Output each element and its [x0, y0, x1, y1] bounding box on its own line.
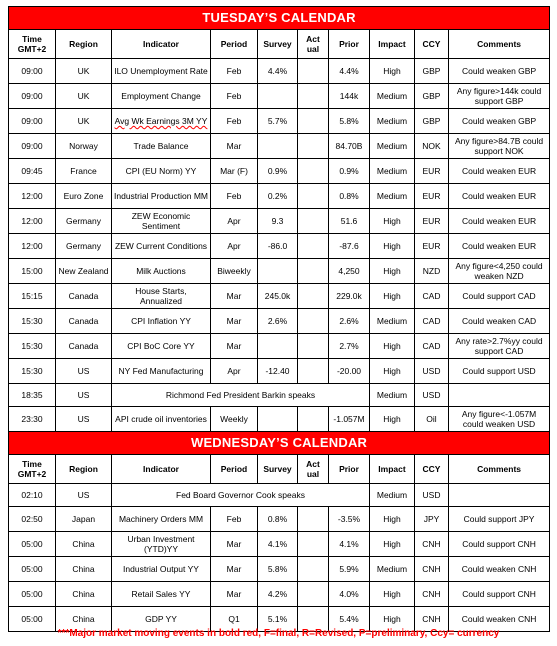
- cell-time: 05:00: [9, 532, 56, 557]
- header-row: [9, 30, 550, 59]
- cell-event: Fed Board Governor Cook speaks: [112, 484, 370, 507]
- cell-time: 15:30: [9, 334, 56, 359]
- table-row: [9, 284, 550, 309]
- cell-actual: [298, 109, 329, 134]
- cell-prior: -1.057M: [329, 407, 370, 432]
- cell-time: 09:00: [9, 109, 56, 134]
- cell-actual: [298, 284, 329, 309]
- cell-period: Feb: [211, 507, 258, 532]
- cell-time: 09:00: [9, 134, 56, 159]
- header-actual: Act ual: [298, 455, 329, 484]
- cell-impact: High: [370, 59, 415, 84]
- cell-period: Feb: [211, 59, 258, 84]
- cell-actual: [298, 134, 329, 159]
- cell-region: Germany: [56, 234, 112, 259]
- cell-region: Germany: [56, 209, 112, 234]
- header-impact: Impact: [370, 30, 415, 59]
- cell-ccy: CAD: [415, 334, 449, 359]
- cell-prior: -87.6: [329, 234, 370, 259]
- cell-actual: [298, 557, 329, 582]
- tuesday-banner: [9, 7, 550, 30]
- cell-comments: Any figure<4,250 could weaken NZD: [449, 259, 550, 284]
- cell-ccy: EUR: [415, 159, 449, 184]
- header-indicator: Indicator: [112, 455, 211, 484]
- cell-time: 09:45: [9, 159, 56, 184]
- cell-indicator: Milk Auctions: [112, 259, 211, 284]
- table-row: [9, 407, 550, 432]
- wednesday-section: [9, 432, 550, 632]
- cell-comments: Could weaken EUR: [449, 234, 550, 259]
- cell-time: 15:15: [9, 284, 56, 309]
- table-row: [9, 334, 550, 359]
- cell-actual: [298, 234, 329, 259]
- header-actual: Act ual: [298, 30, 329, 59]
- cell-indicator: Machinery Orders MM: [112, 507, 211, 532]
- cell-prior: 2.7%: [329, 334, 370, 359]
- cell-ccy: CAD: [415, 284, 449, 309]
- cell-indicator: Trade Balance: [112, 134, 211, 159]
- cell-survey: 4.4%: [258, 59, 298, 84]
- cell-actual: [298, 309, 329, 334]
- cell-indicator: API crude oil inventories: [112, 407, 211, 432]
- cell-prior: 5.4%: [329, 607, 370, 632]
- table-row: [9, 159, 550, 184]
- cell-actual: [298, 84, 329, 109]
- cell-survey: 5.8%: [258, 557, 298, 582]
- cell-impact: High: [370, 284, 415, 309]
- cell-survey: 2.6%: [258, 309, 298, 334]
- cell-comments: [449, 484, 550, 507]
- cell-period: Mar: [211, 134, 258, 159]
- cell-time: 18:35: [9, 384, 56, 407]
- cell-event: Richmond Fed President Barkin speaks: [112, 384, 370, 407]
- cell-indicator: ZEW Current Conditions: [112, 234, 211, 259]
- cell-comments: Could support JPY: [449, 507, 550, 532]
- cell-actual: [298, 407, 329, 432]
- cell-survey: [258, 84, 298, 109]
- cell-impact: Medium: [370, 309, 415, 334]
- header-indicator: Indicator: [112, 30, 211, 59]
- cell-prior: 0.8%: [329, 184, 370, 209]
- cell-indicator: ILO Unemployment Rate: [112, 59, 211, 84]
- cell-comments: [449, 384, 550, 407]
- cell-comments: Could support CNH: [449, 532, 550, 557]
- table-row: [9, 109, 550, 134]
- header-survey: Survey: [258, 30, 298, 59]
- cell-indicator: CPI Inflation YY: [112, 309, 211, 334]
- cell-comments: Could support CNH: [449, 582, 550, 607]
- cell-impact: Medium: [370, 159, 415, 184]
- cell-survey: -86.0: [258, 234, 298, 259]
- cell-impact: High: [370, 582, 415, 607]
- cell-impact: High: [370, 532, 415, 557]
- cell-impact: Medium: [370, 557, 415, 582]
- cell-impact: High: [370, 607, 415, 632]
- cell-period: Apr: [211, 234, 258, 259]
- cell-actual: [298, 159, 329, 184]
- cell-comments: Could weaken EUR: [449, 159, 550, 184]
- cell-time: 05:00: [9, 557, 56, 582]
- cell-comments: Any figure>84.7B could support NOK: [449, 134, 550, 159]
- cell-indicator: ZEW Economic Sentiment: [112, 209, 211, 234]
- header-prior: Prior: [329, 455, 370, 484]
- cell-prior: 4.4%: [329, 59, 370, 84]
- cell-survey: 5.7%: [258, 109, 298, 134]
- cell-period: Mar: [211, 557, 258, 582]
- cell-prior: 51.6: [329, 209, 370, 234]
- cell-time: 02:10: [9, 484, 56, 507]
- cell-ccy: GBP: [415, 84, 449, 109]
- cell-time: 12:00: [9, 234, 56, 259]
- cell-ccy: Oil: [415, 407, 449, 432]
- wednesday-title: WEDNESDAY’S CALENDAR: [9, 432, 550, 455]
- header-period: Period: [211, 455, 258, 484]
- cell-prior: 144k: [329, 84, 370, 109]
- cell-ccy: USD: [415, 484, 449, 507]
- cell-period: Mar: [211, 334, 258, 359]
- cell-prior: 4.0%: [329, 582, 370, 607]
- table-row: [9, 582, 550, 607]
- cell-indicator: Avg Wk Earnings 3M YY: [112, 109, 211, 134]
- cell-period: Weekly: [211, 407, 258, 432]
- cell-period: Feb: [211, 184, 258, 209]
- cell-impact: High: [370, 259, 415, 284]
- cell-indicator: Urban Investment (YTD)YY: [112, 532, 211, 557]
- cell-actual: [298, 334, 329, 359]
- cell-actual: [298, 507, 329, 532]
- cell-ccy: EUR: [415, 184, 449, 209]
- cell-prior: 84.70B: [329, 134, 370, 159]
- cell-time: 09:00: [9, 84, 56, 109]
- cell-impact: Medium: [370, 184, 415, 209]
- cell-period: Feb: [211, 109, 258, 134]
- cell-actual: [298, 59, 329, 84]
- cell-region: UK: [56, 59, 112, 84]
- cell-ccy: USD: [415, 384, 449, 407]
- header-time: Time GMT+2: [9, 30, 56, 59]
- cell-region: Japan: [56, 507, 112, 532]
- cell-comments: Could weaken CNH: [449, 607, 550, 632]
- cell-prior: 229.0k: [329, 284, 370, 309]
- cell-ccy: GBP: [415, 59, 449, 84]
- cell-region: Canada: [56, 284, 112, 309]
- cell-ccy: CNH: [415, 557, 449, 582]
- cell-survey: [258, 407, 298, 432]
- header-impact: Impact: [370, 455, 415, 484]
- cell-impact: High: [370, 359, 415, 384]
- cell-ccy: GBP: [415, 109, 449, 134]
- cell-time: 05:00: [9, 607, 56, 632]
- cell-actual: [298, 209, 329, 234]
- cell-prior: 5.8%: [329, 109, 370, 134]
- economic-calendar: [8, 6, 549, 632]
- cell-indicator: Industrial Output YY: [112, 557, 211, 582]
- cell-survey: 0.8%: [258, 507, 298, 532]
- cell-comments: Could weaken CNH: [449, 557, 550, 582]
- cell-impact: Medium: [370, 384, 415, 407]
- cell-time: 12:00: [9, 209, 56, 234]
- header-time: Time GMT+2: [9, 455, 56, 484]
- table-row: [9, 309, 550, 334]
- cell-prior: 4.1%: [329, 532, 370, 557]
- cell-actual: [298, 259, 329, 284]
- cell-ccy: EUR: [415, 209, 449, 234]
- header-period: Period: [211, 30, 258, 59]
- table-row: [9, 557, 550, 582]
- cell-period: Mar: [211, 532, 258, 557]
- speech-row: [9, 484, 550, 507]
- cell-region: UK: [56, 109, 112, 134]
- cell-prior: 0.9%: [329, 159, 370, 184]
- cell-time: 15:30: [9, 309, 56, 334]
- cell-comments: Could weaken GBP: [449, 59, 550, 84]
- cell-ccy: NOK: [415, 134, 449, 159]
- cell-comments: Any figure<-1.057M could weaken USD: [449, 407, 550, 432]
- tuesday-section: [9, 7, 550, 432]
- cell-indicator: CPI BoC Core YY: [112, 334, 211, 359]
- cell-survey: -12.40: [258, 359, 298, 384]
- table-row: [9, 134, 550, 159]
- table-row: [9, 209, 550, 234]
- table-row: [9, 259, 550, 284]
- cell-impact: Medium: [370, 134, 415, 159]
- cell-survey: 5.1%: [258, 607, 298, 632]
- cell-period: Feb: [211, 84, 258, 109]
- cell-indicator: NY Fed Manufacturing: [112, 359, 211, 384]
- cell-ccy: NZD: [415, 259, 449, 284]
- cell-actual: [298, 532, 329, 557]
- cell-time: 09:00: [9, 59, 56, 84]
- cell-survey: [258, 134, 298, 159]
- cell-time: 15:00: [9, 259, 56, 284]
- cell-comments: Any rate>2.7%yy could support CAD: [449, 334, 550, 359]
- cell-period: Apr: [211, 359, 258, 384]
- cell-comments: Could weaken EUR: [449, 184, 550, 209]
- cell-time: 23:30: [9, 407, 56, 432]
- cell-region: Euro Zone: [56, 184, 112, 209]
- cell-impact: Medium: [370, 484, 415, 507]
- cell-region: Canada: [56, 334, 112, 359]
- footer-note: ***Major market moving events in bold red, F=final, R=Revised, P=preliminary, Ccy= currency: [57, 628, 500, 639]
- cell-region: US: [56, 359, 112, 384]
- cell-period: Mar: [211, 582, 258, 607]
- cell-period: Q1: [211, 607, 258, 632]
- cell-prior: 5.9%: [329, 557, 370, 582]
- cell-comments: Could weaken EUR: [449, 209, 550, 234]
- cell-impact: High: [370, 334, 415, 359]
- cell-region: New Zealand: [56, 259, 112, 284]
- table-row: [9, 59, 550, 84]
- cell-region: China: [56, 582, 112, 607]
- cell-indicator: CPI (EU Norm) YY: [112, 159, 211, 184]
- table-row: [9, 234, 550, 259]
- cell-period: Mar: [211, 309, 258, 334]
- cell-time: 02:50: [9, 507, 56, 532]
- cell-ccy: CNH: [415, 582, 449, 607]
- wednesday-banner: [9, 432, 550, 455]
- cell-survey: [258, 334, 298, 359]
- cell-survey: 4.1%: [258, 532, 298, 557]
- header-ccy: CCY: [415, 30, 449, 59]
- cell-ccy: USD: [415, 359, 449, 384]
- cell-impact: High: [370, 507, 415, 532]
- cell-survey: 0.2%: [258, 184, 298, 209]
- header-row: [9, 455, 550, 484]
- cell-survey: [258, 259, 298, 284]
- cell-impact: High: [370, 407, 415, 432]
- cell-time: 12:00: [9, 184, 56, 209]
- cell-region: Norway: [56, 134, 112, 159]
- cell-impact: Medium: [370, 84, 415, 109]
- speech-row: [9, 384, 550, 407]
- table-row: [9, 84, 550, 109]
- cell-impact: High: [370, 209, 415, 234]
- cell-actual: [298, 582, 329, 607]
- header-comments: Comments: [449, 455, 550, 484]
- calendar-table: [8, 6, 550, 632]
- header-survey: Survey: [258, 455, 298, 484]
- cell-survey: 0.9%: [258, 159, 298, 184]
- cell-period: Mar: [211, 284, 258, 309]
- cell-indicator: House Starts, Annualized: [112, 284, 211, 309]
- cell-period: Apr: [211, 209, 258, 234]
- header-region: Region: [56, 455, 112, 484]
- cell-region: China: [56, 557, 112, 582]
- cell-region: US: [56, 484, 112, 507]
- header-prior: Prior: [329, 30, 370, 59]
- cell-time: 05:00: [9, 582, 56, 607]
- cell-comments: Any figure>144k could support GBP: [449, 84, 550, 109]
- cell-ccy: CNH: [415, 532, 449, 557]
- cell-indicator: Retail Sales YY: [112, 582, 211, 607]
- cell-region: France: [56, 159, 112, 184]
- table-row: [9, 184, 550, 209]
- header-ccy: CCY: [415, 455, 449, 484]
- cell-survey: 9.3: [258, 209, 298, 234]
- cell-ccy: CNH: [415, 607, 449, 632]
- cell-indicator: GDP YY: [112, 607, 211, 632]
- cell-comments: Could weaken GBP: [449, 109, 550, 134]
- cell-time: 15:30: [9, 359, 56, 384]
- cell-survey: 4.2%: [258, 582, 298, 607]
- table-row: [9, 359, 550, 384]
- tuesday-title: TUESDAY’S CALENDAR: [9, 7, 550, 30]
- cell-impact: High: [370, 234, 415, 259]
- cell-comments: Could weaken CAD: [449, 309, 550, 334]
- cell-indicator: Employment Change: [112, 84, 211, 109]
- cell-region: US: [56, 407, 112, 432]
- cell-indicator: Industrial Production MM: [112, 184, 211, 209]
- cell-region: Canada: [56, 309, 112, 334]
- cell-ccy: EUR: [415, 234, 449, 259]
- cell-prior: -20.00: [329, 359, 370, 384]
- table-row: [9, 532, 550, 557]
- cell-actual: [298, 184, 329, 209]
- cell-comments: Could support CAD: [449, 284, 550, 309]
- cell-region: China: [56, 607, 112, 632]
- cell-region: China: [56, 532, 112, 557]
- cell-region: UK: [56, 84, 112, 109]
- cell-impact: Medium: [370, 109, 415, 134]
- table-row: [9, 507, 550, 532]
- header-comments: Comments: [449, 30, 550, 59]
- cell-period: Mar (F): [211, 159, 258, 184]
- cell-survey: 245.0k: [258, 284, 298, 309]
- cell-prior: -3.5%: [329, 507, 370, 532]
- cell-prior: 4,250: [329, 259, 370, 284]
- cell-actual: [298, 359, 329, 384]
- cell-ccy: JPY: [415, 507, 449, 532]
- cell-ccy: CAD: [415, 309, 449, 334]
- cell-comments: Could support USD: [449, 359, 550, 384]
- header-region: Region: [56, 30, 112, 59]
- cell-prior: 2.6%: [329, 309, 370, 334]
- cell-region: US: [56, 384, 112, 407]
- cell-period: Biweekly: [211, 259, 258, 284]
